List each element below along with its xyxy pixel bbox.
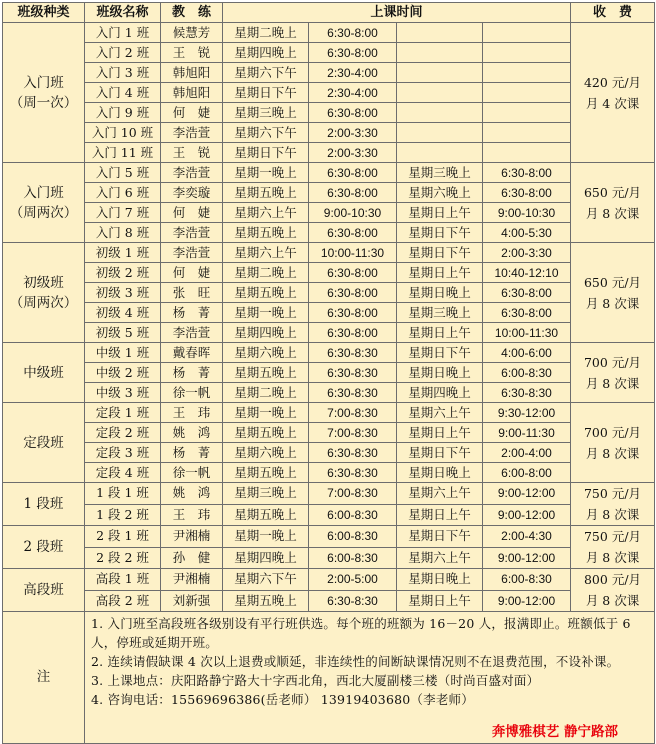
fee-cell-line: 700 元/月 xyxy=(583,424,642,440)
time2-cell: 6:30-8:00 xyxy=(483,183,571,203)
teacher-cell: 张 旺 xyxy=(161,283,223,303)
table-row xyxy=(3,183,655,203)
time2-cell: 4:00-6:00 xyxy=(483,343,571,363)
category-cell-line: 2 段班 xyxy=(23,539,64,555)
day1-cell: 星期四晚上 xyxy=(223,323,309,343)
header-class-name: 班级名称 xyxy=(85,3,161,23)
fee-cell-line: 月 8 次课 xyxy=(585,593,640,608)
time2-cell: 6:00-8:30 xyxy=(483,569,571,591)
time1-cell: 6:30-8:00 xyxy=(309,163,397,183)
time1-cell: 6:30-8:00 xyxy=(309,303,397,323)
time2-cell xyxy=(483,83,571,103)
table-row xyxy=(3,83,655,103)
table-row xyxy=(3,223,655,243)
teacher-cell: 候慧芳 xyxy=(161,23,223,43)
class-name-cell: 入门 9 班 xyxy=(85,103,161,123)
day2-cell: 星期日晚上 xyxy=(397,283,483,303)
category-cell-line: 初级班 xyxy=(23,274,64,291)
class-name-cell: 2 段 1 班 xyxy=(85,526,161,548)
class-name-cell: 初级 2 班 xyxy=(85,263,161,283)
time2-cell xyxy=(483,123,571,143)
time2-cell: 10:40-12:10 xyxy=(483,263,571,283)
fee-cell-line: 650 元/月 xyxy=(583,184,642,200)
class-name-cell: 高段 2 班 xyxy=(85,590,161,612)
time1-cell: 6:30-8:00 xyxy=(309,43,397,63)
time1-cell: 6:30-8:00 xyxy=(309,23,397,43)
time2-cell: 4:00-5:30 xyxy=(483,223,571,243)
fee-cell-line: 月 8 次课 xyxy=(585,550,640,565)
table-row xyxy=(3,103,655,123)
notes-label: 注 xyxy=(3,612,85,744)
category-cell xyxy=(3,243,85,343)
day2-cell xyxy=(397,103,483,123)
table-row xyxy=(3,63,655,83)
class-name-cell: 初级 5 班 xyxy=(85,323,161,343)
day2-cell: 星期日上午 xyxy=(397,590,483,612)
teacher-cell: 李奕璇 xyxy=(161,183,223,203)
table-row xyxy=(3,363,655,383)
table-row xyxy=(3,303,655,323)
time1-cell: 6:30-8:00 xyxy=(309,263,397,283)
teacher-cell: 戴春晖 xyxy=(161,343,223,363)
day2-cell: 星期日上午 xyxy=(397,504,483,526)
time2-cell xyxy=(483,103,571,123)
time1-cell: 6:30-8:00 xyxy=(309,183,397,203)
time1-cell: 7:00-8:30 xyxy=(309,423,397,443)
time2-cell: 2:00-4:00 xyxy=(483,443,571,463)
day2-cell: 星期日上午 xyxy=(397,263,483,283)
day1-cell: 星期二晚上 xyxy=(223,23,309,43)
header-teacher: 教 练 xyxy=(161,3,223,23)
time1-cell: 2:00-3:30 xyxy=(309,143,397,163)
table-row xyxy=(3,163,655,183)
category-cell-line: （周两次） xyxy=(9,294,78,311)
time1-cell: 2:00-5:00 xyxy=(309,569,397,591)
teacher-cell: 何 婕 xyxy=(161,203,223,223)
class-name-cell: 入门 8 班 xyxy=(85,223,161,243)
time1-cell: 6:30-8:30 xyxy=(309,590,397,612)
fee-cell-line: 月 8 次课 xyxy=(585,205,640,221)
day1-cell: 星期五晚上 xyxy=(223,183,309,203)
fee-cell xyxy=(571,569,655,612)
class-name-cell: 高段 1 班 xyxy=(85,569,161,591)
fee-cell-line: 650 元/月 xyxy=(583,274,642,290)
day2-cell: 星期六晚上 xyxy=(397,183,483,203)
category-cell xyxy=(3,163,85,243)
time2-cell: 10:00-11:30 xyxy=(483,323,571,343)
time1-cell: 9:00-10:30 xyxy=(309,203,397,223)
day2-cell: 星期六上午 xyxy=(397,483,483,505)
day1-cell: 星期六下午 xyxy=(223,63,309,83)
teacher-cell: 王 锐 xyxy=(161,143,223,163)
time2-cell: 9:30-12:00 xyxy=(483,403,571,423)
note-item: 1. 入门班至高段班各级别设有平行班供选。每个班的班额为 16－20 人，报满即止。班额低于 6 人，停班或延期开班。 xyxy=(91,616,631,650)
class-name-cell: 中级 3 班 xyxy=(85,383,161,403)
day2-cell xyxy=(397,143,483,163)
day1-cell: 星期五晚上 xyxy=(223,423,309,443)
day1-cell: 星期六晚上 xyxy=(223,343,309,363)
table-row xyxy=(3,383,655,403)
fee-cell-line: 月 8 次课 xyxy=(585,295,640,311)
time1-cell: 6:30-8:00 xyxy=(309,103,397,123)
time2-cell: 6:30-8:00 xyxy=(483,163,571,183)
day2-cell: 星期六上午 xyxy=(397,403,483,423)
time1-cell: 6:30-8:30 xyxy=(309,383,397,403)
time1-cell: 6:30-8:30 xyxy=(309,343,397,363)
category-cell xyxy=(3,569,85,612)
day2-cell: 星期三晚上 xyxy=(397,163,483,183)
time2-cell: 9:00-11:30 xyxy=(483,423,571,443)
teacher-cell: 尹湘楠 xyxy=(161,526,223,548)
day1-cell: 星期五晚上 xyxy=(223,223,309,243)
day1-cell: 星期一晚上 xyxy=(223,526,309,548)
time1-cell: 6:30-8:30 xyxy=(309,443,397,463)
time2-cell xyxy=(483,63,571,83)
time1-cell: 6:30-8:00 xyxy=(309,283,397,303)
table-row xyxy=(3,283,655,303)
class-name-cell: 入门 6 班 xyxy=(85,183,161,203)
table-row xyxy=(3,483,655,505)
class-name-cell: 初级 3 班 xyxy=(85,283,161,303)
day1-cell: 星期六上午 xyxy=(223,203,309,223)
time1-cell: 10:00-11:30 xyxy=(309,243,397,263)
day1-cell: 星期四晚上 xyxy=(223,547,309,569)
time1-cell: 6:30-8:00 xyxy=(309,323,397,343)
fee-cell-line: 420 元/月 xyxy=(583,74,642,90)
table-row xyxy=(3,569,655,591)
header-fee: 收 费 xyxy=(571,3,655,23)
class-name-cell: 初级 4 班 xyxy=(85,303,161,323)
table-row xyxy=(3,143,655,163)
teacher-cell: 杨 菁 xyxy=(161,443,223,463)
day1-cell: 星期一晚上 xyxy=(223,403,309,423)
day2-cell xyxy=(397,43,483,63)
header-row xyxy=(3,3,655,23)
class-name-cell: 中级 2 班 xyxy=(85,363,161,383)
teacher-cell: 王 玮 xyxy=(161,403,223,423)
table-row xyxy=(3,203,655,223)
day2-cell: 星期日下午 xyxy=(397,343,483,363)
class-name-cell: 1 段 1 班 xyxy=(85,483,161,505)
category-cell xyxy=(3,23,85,163)
category-cell xyxy=(3,526,85,569)
teacher-cell: 何 婕 xyxy=(161,103,223,123)
table-row xyxy=(3,423,655,443)
table-row xyxy=(3,243,655,263)
fee-cell xyxy=(571,526,655,569)
teacher-cell: 刘新强 xyxy=(161,590,223,612)
category-cell-line: （周一次） xyxy=(9,94,78,111)
time1-cell: 6:00-8:30 xyxy=(309,547,397,569)
class-name-cell: 2 段 2 班 xyxy=(85,547,161,569)
teacher-cell: 徐一帆 xyxy=(161,463,223,483)
fee-cell xyxy=(571,243,655,343)
class-name-cell: 定段 4 班 xyxy=(85,463,161,483)
time1-cell: 6:00-8:30 xyxy=(309,526,397,548)
category-cell-line: 高段班 xyxy=(23,582,64,598)
day1-cell: 星期六下午 xyxy=(223,569,309,591)
teacher-cell: 王 锐 xyxy=(161,43,223,63)
teacher-cell: 李浩萱 xyxy=(161,223,223,243)
time1-cell: 6:30-8:30 xyxy=(309,363,397,383)
class-name-cell: 中级 1 班 xyxy=(85,343,161,363)
time2-cell: 6:00-8:30 xyxy=(483,363,571,383)
time1-cell: 6:00-8:30 xyxy=(309,504,397,526)
teacher-cell: 杨 菁 xyxy=(161,303,223,323)
day1-cell: 星期二晚上 xyxy=(223,383,309,403)
table-row xyxy=(3,463,655,483)
day1-cell: 星期五晚上 xyxy=(223,283,309,303)
class-name-cell: 入门 5 班 xyxy=(85,163,161,183)
day2-cell xyxy=(397,123,483,143)
fee-cell xyxy=(571,483,655,526)
teacher-cell: 李浩萱 xyxy=(161,243,223,263)
day2-cell: 星期三晚上 xyxy=(397,303,483,323)
day2-cell: 星期日上午 xyxy=(397,423,483,443)
time2-cell: 9:00-12:00 xyxy=(483,547,571,569)
teacher-cell: 李浩萱 xyxy=(161,323,223,343)
table-row xyxy=(3,443,655,463)
time2-cell xyxy=(483,23,571,43)
category-cell xyxy=(3,483,85,526)
day1-cell: 星期五晚上 xyxy=(223,463,309,483)
day1-cell: 星期三晚上 xyxy=(223,103,309,123)
time1-cell: 2:30-4:00 xyxy=(309,83,397,103)
time2-cell: 6:30-8:30 xyxy=(483,383,571,403)
day1-cell: 星期一晚上 xyxy=(223,163,309,183)
class-name-cell: 定段 1 班 xyxy=(85,403,161,423)
teacher-cell: 李浩萱 xyxy=(161,163,223,183)
time2-cell: 9:00-12:00 xyxy=(483,504,571,526)
day1-cell: 星期六下午 xyxy=(223,123,309,143)
table-row xyxy=(3,343,655,363)
fee-cell-line: 750 元/月 xyxy=(583,486,642,501)
table-row xyxy=(3,263,655,283)
table-row xyxy=(3,323,655,343)
time2-cell: 2:00-3:30 xyxy=(483,243,571,263)
note-item: 4. 咨询电话：15569696386(岳老师） 13919403680（李老师） xyxy=(91,692,474,707)
table-row xyxy=(3,590,655,612)
day2-cell xyxy=(397,63,483,83)
teacher-cell: 尹湘楠 xyxy=(161,569,223,591)
day1-cell: 星期日下午 xyxy=(223,83,309,103)
notes-row xyxy=(3,612,655,744)
day1-cell: 星期一晚上 xyxy=(223,303,309,323)
teacher-cell: 姚 鸿 xyxy=(161,483,223,505)
class-name-cell: 入门 1 班 xyxy=(85,23,161,43)
category-cell-line: （周两次） xyxy=(9,204,78,221)
day2-cell: 星期日上午 xyxy=(397,323,483,343)
teacher-cell: 韩旭阳 xyxy=(161,63,223,83)
day1-cell: 星期三晚上 xyxy=(223,483,309,505)
day1-cell: 星期二晚上 xyxy=(223,263,309,283)
category-cell-line: 定段班 xyxy=(23,434,64,451)
class-name-cell: 入门 11 班 xyxy=(85,143,161,163)
category-cell xyxy=(3,403,85,483)
fee-cell xyxy=(571,403,655,483)
fee-cell xyxy=(571,163,655,243)
time2-cell: 6:30-8:00 xyxy=(483,303,571,323)
teacher-cell: 韩旭阳 xyxy=(161,83,223,103)
time1-cell: 6:30-8:00 xyxy=(309,223,397,243)
class-name-cell: 1 段 2 班 xyxy=(85,504,161,526)
class-name-cell: 初级 1 班 xyxy=(85,243,161,263)
time2-cell: 9:00-10:30 xyxy=(483,203,571,223)
header-category: 班级种类 xyxy=(3,3,85,23)
table-row xyxy=(3,403,655,423)
signature: 奔博雅棋艺 静宁路部 xyxy=(491,723,619,740)
time1-cell: 6:30-8:30 xyxy=(309,463,397,483)
teacher-cell: 何 婕 xyxy=(161,263,223,283)
day1-cell: 星期五晚上 xyxy=(223,504,309,526)
note-item: 3. 上课地点：庆阳路静宁路大十字西北角，西北大厦副楼三楼（时尚百盛对面） xyxy=(91,673,540,688)
teacher-cell: 姚 鸿 xyxy=(161,423,223,443)
day2-cell xyxy=(397,83,483,103)
day1-cell: 星期日下午 xyxy=(223,143,309,163)
category-cell-line: 中级班 xyxy=(23,364,64,381)
day1-cell: 星期五晚上 xyxy=(223,590,309,612)
fee-cell xyxy=(571,23,655,163)
table-row xyxy=(3,526,655,548)
class-name-cell: 入门 3 班 xyxy=(85,63,161,83)
fee-cell-line: 750 元/月 xyxy=(583,529,642,544)
time2-cell: 2:00-4:30 xyxy=(483,526,571,548)
day2-cell: 星期四晚上 xyxy=(397,383,483,403)
fee-cell-line: 800 元/月 xyxy=(583,572,642,587)
class-name-cell: 入门 2 班 xyxy=(85,43,161,63)
class-name-cell: 入门 4 班 xyxy=(85,83,161,103)
teacher-cell: 王 玮 xyxy=(161,504,223,526)
day1-cell: 星期四晚上 xyxy=(223,43,309,63)
fee-cell-line: 月 4 次课 xyxy=(585,95,640,111)
day2-cell: 星期日下午 xyxy=(397,223,483,243)
time2-cell: 9:00-12:00 xyxy=(483,590,571,612)
class-name-cell: 入门 10 班 xyxy=(85,123,161,143)
table-row xyxy=(3,547,655,569)
fee-cell-line: 700 元/月 xyxy=(583,354,642,370)
category-cell xyxy=(3,343,85,403)
class-schedule-table xyxy=(2,2,655,744)
note-item: 2. 连续请假缺课 4 次以上退费或顺延，非连续性的间断缺课情况则不在退费范围，不设补课。 xyxy=(91,654,620,669)
day1-cell: 星期六上午 xyxy=(223,243,309,263)
time2-cell xyxy=(483,43,571,63)
header-schedule: 上课时间 xyxy=(223,3,571,23)
teacher-cell: 徐一帆 xyxy=(161,383,223,403)
day1-cell: 星期五晚上 xyxy=(223,363,309,383)
table-row xyxy=(3,123,655,143)
class-name-cell: 定段 2 班 xyxy=(85,423,161,443)
time2-cell: 9:00-12:00 xyxy=(483,483,571,505)
notes-cell xyxy=(85,612,655,744)
time1-cell: 2:00-3:30 xyxy=(309,123,397,143)
day2-cell: 星期日晚上 xyxy=(397,363,483,383)
day2-cell: 星期日上午 xyxy=(397,203,483,223)
day2-cell: 星期日晚上 xyxy=(397,569,483,591)
fee-cell xyxy=(571,343,655,403)
day2-cell: 星期日晚上 xyxy=(397,463,483,483)
fee-cell-line: 月 8 次课 xyxy=(585,375,640,391)
table-row xyxy=(3,43,655,63)
class-name-cell: 定段 3 班 xyxy=(85,443,161,463)
time1-cell: 2:30-4:00 xyxy=(309,63,397,83)
class-name-cell: 入门 7 班 xyxy=(85,203,161,223)
day2-cell xyxy=(397,23,483,43)
table-row xyxy=(3,23,655,43)
teacher-cell: 杨 菁 xyxy=(161,363,223,383)
category-cell-line: 入门班 xyxy=(23,74,64,91)
time2-cell: 6:00-8:00 xyxy=(483,463,571,483)
fee-cell-line: 月 8 次课 xyxy=(585,445,640,461)
category-cell-line: 入门班 xyxy=(23,184,64,201)
teacher-cell: 孙 健 xyxy=(161,547,223,569)
day2-cell: 星期日下午 xyxy=(397,443,483,463)
day2-cell: 星期日下午 xyxy=(397,243,483,263)
fee-cell-line: 月 8 次课 xyxy=(585,507,640,522)
category-cell-line: 1 段班 xyxy=(23,496,64,512)
time2-cell xyxy=(483,143,571,163)
day1-cell: 星期六晚上 xyxy=(223,443,309,463)
day2-cell: 星期日下午 xyxy=(397,526,483,548)
teacher-cell: 李浩萱 xyxy=(161,123,223,143)
table-row xyxy=(3,504,655,526)
time2-cell: 6:30-8:00 xyxy=(483,283,571,303)
day2-cell: 星期六上午 xyxy=(397,547,483,569)
time1-cell: 7:00-8:30 xyxy=(309,483,397,505)
schedule-body xyxy=(3,23,655,612)
time1-cell: 7:00-8:30 xyxy=(309,403,397,423)
